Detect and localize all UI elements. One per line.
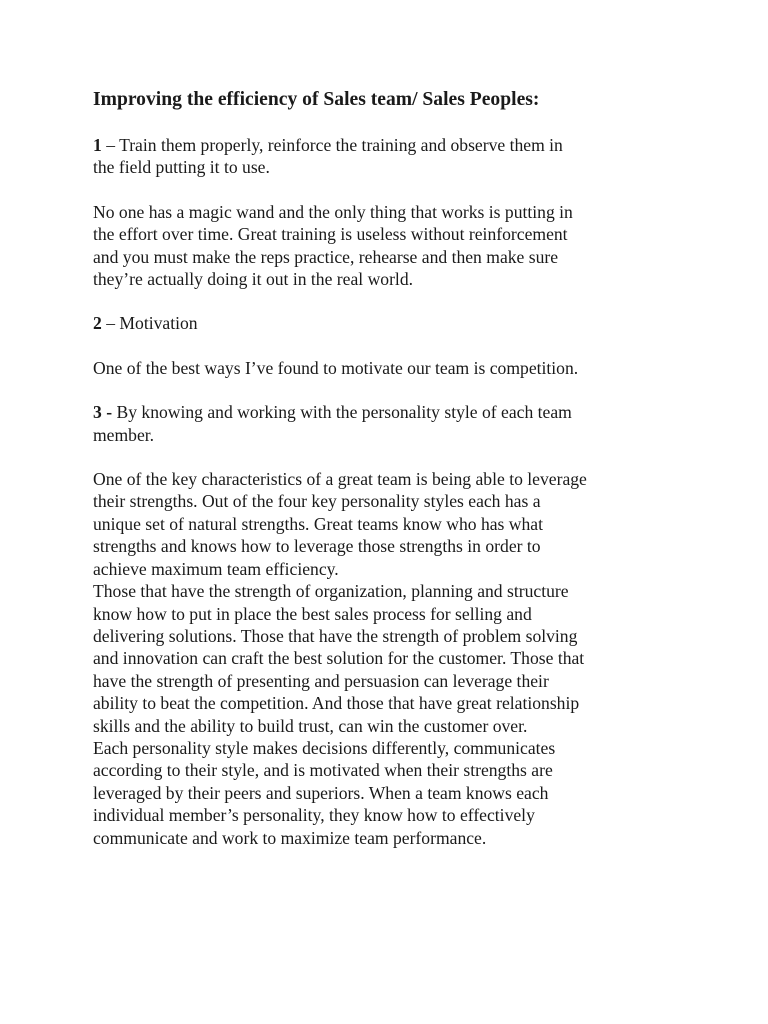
point-1-number: 1: [93, 135, 102, 155]
paragraph-line: communicate and work to maximize team performance.: [93, 827, 487, 848]
paragraph-line: have the strength of presenting and persuasion can leverage their: [93, 670, 549, 691]
point-1-line-1: [93, 134, 683, 156]
paragraph-line: individual member’s personality, they know how to effectively: [93, 805, 535, 826]
paragraph-line: and innovation can craft the best solution for the customer. Those that: [93, 648, 585, 669]
document-title: Improving the efficiency of Sales team/ Sales Peoples:: [93, 89, 540, 110]
point-3-line-2: member.: [93, 424, 155, 445]
point-1: [93, 134, 683, 179]
paragraph-line: their strengths. Out of the four key personality styles each has a: [93, 491, 541, 512]
paragraph-line: Those that have the strength of organization, planning and structure: [93, 581, 569, 602]
paragraph-line: strengths and knows how to leverage those strengths in order to: [93, 536, 541, 557]
paragraph-motivation: [93, 357, 683, 379]
paragraph-line: delivering solutions. Those that have the strength of problem solving: [93, 625, 578, 646]
point-2-line-1: [93, 312, 683, 334]
paragraph-line: know how to put in place the best sales process for selling and: [93, 603, 532, 624]
paragraph-line: the effort over time. Great training is useless without reinforcement: [93, 224, 568, 245]
paragraph-line: leveraged by their peers and superiors. When a team knows each: [93, 782, 549, 803]
point-2-number: 2: [93, 313, 102, 334]
paragraph-personality: [93, 468, 683, 849]
point-3-line-1: [93, 401, 683, 423]
paragraph-line: One of the best ways I’ve found to motivate our team is competition.: [93, 357, 579, 378]
paragraph-line: Each personality style makes decisions differently, communicates: [93, 737, 556, 758]
point-2: [93, 312, 683, 334]
point-2-text-1: – Motivation: [101, 313, 198, 334]
point-3-text-1: By knowing and working with the personality style of each team: [112, 402, 572, 423]
paragraph-line: achieve maximum team efficiency.: [93, 558, 339, 579]
point-1-line-2: the field putting it to use.: [93, 157, 270, 178]
paragraph-line: One of the key characteristics of a great team is being able to leverage: [93, 469, 587, 490]
paragraph-training: [93, 201, 683, 291]
paragraph-line: and you must make the reps practice, rehearse and then make sure: [93, 246, 559, 267]
paragraph-line: unique set of natural strengths. Great teams know who has what: [93, 513, 543, 534]
paragraph-line: skills and the ability to build trust, can win the customer over.: [93, 715, 528, 736]
document-page: [93, 87, 683, 871]
paragraph-line: ability to beat the competition. And those that have great relationship: [93, 693, 580, 714]
point-3: [93, 401, 683, 446]
point-1-text-1: – Train them properly, reinforce the training and observe them in: [101, 135, 563, 155]
point-3-number: 3 -: [93, 402, 113, 423]
paragraph-line: they’re actually doing it out in the real world.: [93, 269, 414, 290]
paragraph-line: according to their style, and is motivated when their strengths are: [93, 760, 553, 781]
paragraph-line: No one has a magic wand and the only thing that works is putting in: [93, 201, 573, 222]
